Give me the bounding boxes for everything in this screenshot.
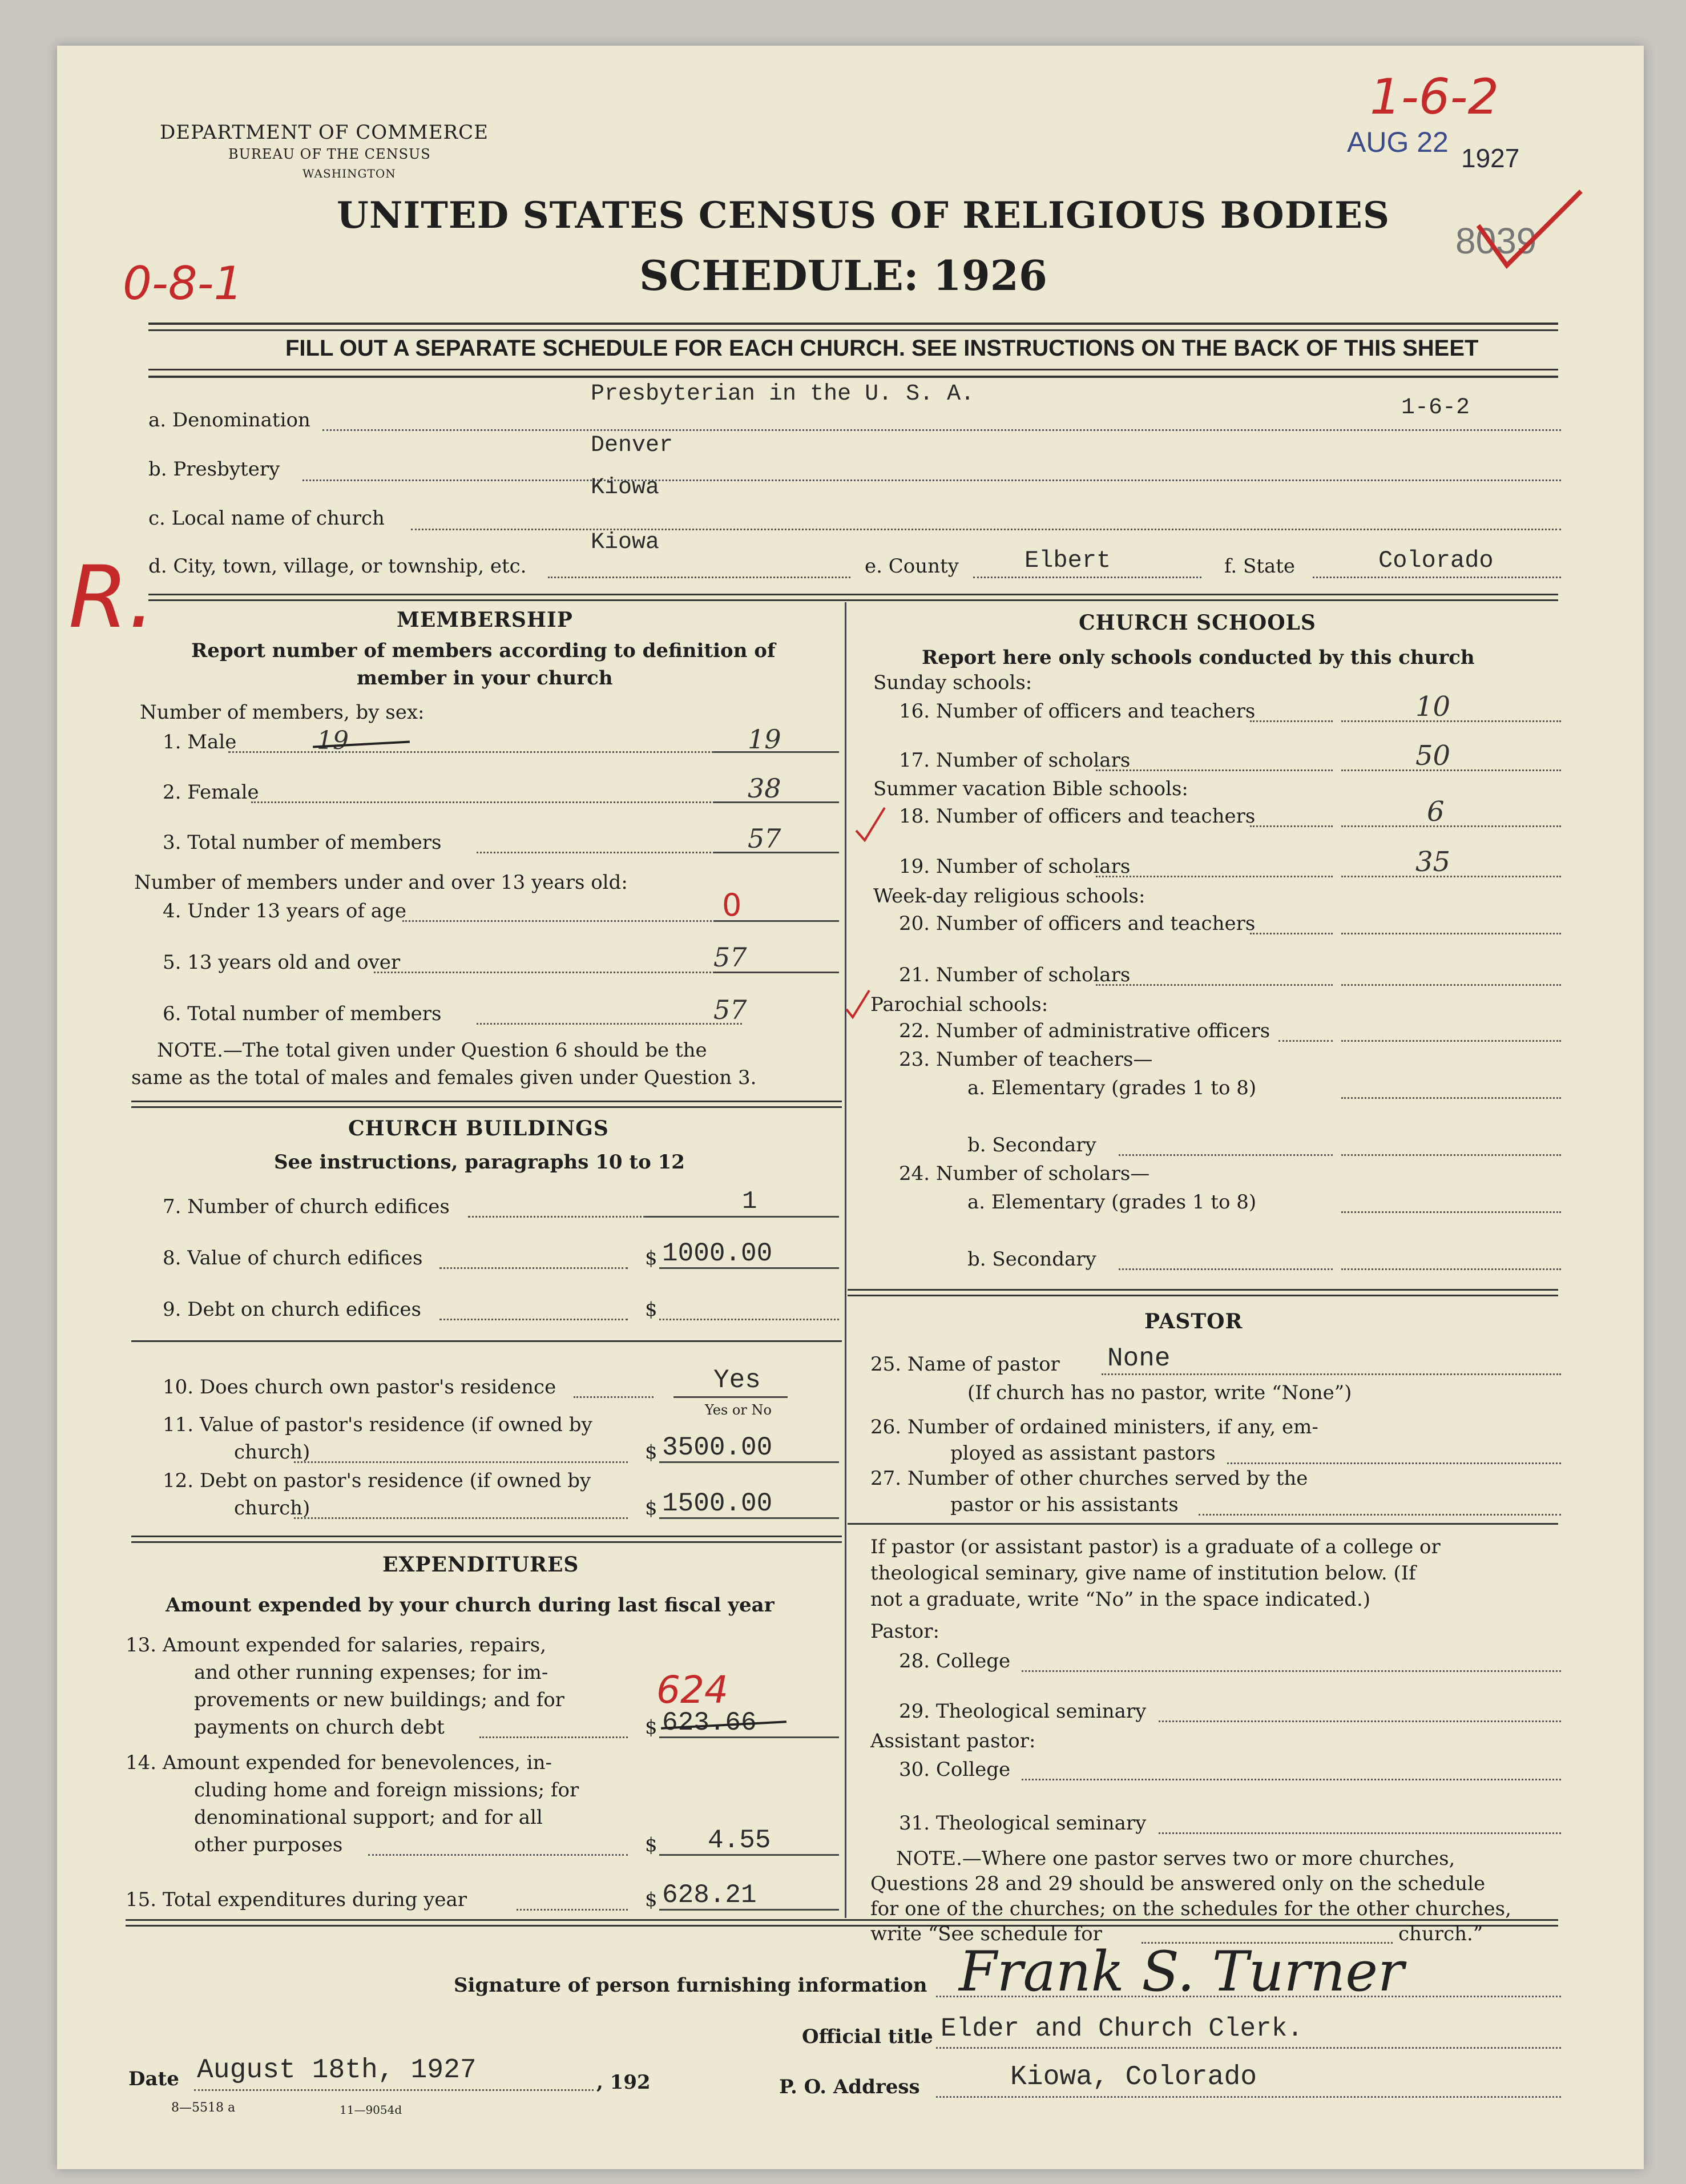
q15-line — [517, 1909, 628, 1911]
q11-label-b: church) — [234, 1441, 310, 1464]
header-rule-top — [148, 323, 1558, 325]
city-value: Kiowa — [591, 530, 660, 555]
q28-label: 28. College — [899, 1650, 1011, 1673]
q12-label-b: church) — [234, 1497, 310, 1520]
q25-answer[interactable] — [1102, 1373, 1561, 1375]
q31-label: 31. Theological seminary — [899, 1812, 1147, 1835]
residence-rule — [131, 1536, 842, 1537]
q3-value: 57 — [748, 823, 781, 854]
state-label: f. State — [1224, 555, 1295, 578]
q10-line — [574, 1396, 654, 1398]
pastor-note-2: Questions 28 and 29 should be answered only on the schedule — [870, 1872, 1486, 1895]
date-line[interactable] — [194, 2089, 594, 2091]
q16-label: 16. Number of officers and teachers — [899, 700, 1256, 723]
q11-line — [294, 1461, 628, 1463]
body-bottom-rule2 — [126, 1925, 1558, 1927]
stamp-date: AUG 22 — [1347, 126, 1449, 158]
local-name-label: c. Local name of church — [148, 507, 385, 530]
q1-answer[interactable] — [713, 751, 839, 753]
q18-answer[interactable] — [1341, 825, 1561, 827]
q28-answer[interactable] — [1022, 1670, 1561, 1672]
membership-note-2: same as the total of males and females given under Question 3. — [131, 1066, 757, 1089]
q13-label-b: and other running expenses; for im- — [194, 1661, 548, 1684]
pastor-note-5: church.” — [1398, 1923, 1483, 1945]
q9-currency: $ — [645, 1298, 658, 1321]
q11-answer[interactable] — [659, 1461, 839, 1463]
q23b-line — [1119, 1154, 1333, 1156]
q15-label: 15. Total expenditures during year — [126, 1888, 467, 1911]
q17-label: 17. Number of scholars — [899, 749, 1131, 772]
q12-value: 1500.00 — [662, 1489, 773, 1518]
q19-answer[interactable] — [1341, 876, 1561, 877]
q31-answer[interactable] — [1159, 1832, 1561, 1834]
q14-label-c: denominational support; and for all — [194, 1806, 543, 1829]
q24b-answer[interactable] — [1341, 1268, 1561, 1270]
schools-rule — [848, 1289, 1558, 1291]
q24b-label: b. Secondary — [967, 1248, 1096, 1271]
city-label: d. City, town, village, or township, etc. — [148, 555, 527, 578]
q11-value: 3500.00 — [662, 1433, 773, 1462]
q12-answer[interactable] — [659, 1517, 839, 1519]
weekday-schools: Week-day religious schools: — [873, 885, 1145, 908]
state-line[interactable] — [1313, 577, 1561, 578]
q14-currency: $ — [645, 1834, 658, 1856]
q14-label-a: 14. Amount expended for benevolences, in- — [126, 1751, 552, 1774]
q26-label-b: ployed as assistant pastors — [950, 1442, 1216, 1465]
q14-label-d: other purposes — [194, 1834, 343, 1856]
header-rule-bottom — [148, 369, 1558, 370]
q7-answer[interactable] — [645, 1216, 839, 1218]
red-check-mark — [1473, 186, 1587, 277]
q24a-answer[interactable] — [1341, 1211, 1561, 1213]
denomination-line[interactable] — [322, 429, 1561, 431]
summer-schools: Summer vacation Bible schools: — [873, 777, 1188, 800]
q23b-label: b. Secondary — [967, 1134, 1096, 1157]
q22-label: 22. Number of administrative officers — [899, 1020, 1270, 1042]
q1-label: 1. Male — [163, 731, 237, 753]
q1-line — [228, 751, 742, 753]
q16-value: 10 — [1415, 691, 1451, 723]
grad-text-1: If pastor (or assistant pastor) is a graduate of a college or — [870, 1536, 1441, 1558]
q19-line — [1096, 876, 1333, 877]
q8-currency: $ — [645, 1247, 658, 1270]
q22-answer[interactable] — [1341, 1040, 1561, 1042]
presbytery-value: Denver — [591, 433, 673, 458]
q14-label-b: cluding home and foreign missions; for — [194, 1779, 579, 1802]
county-line[interactable] — [973, 577, 1201, 578]
column-divider — [845, 602, 846, 1918]
form-schedule: SCHEDULE: 1926 — [639, 251, 1047, 300]
q1-struck-value: 19 — [317, 726, 349, 755]
q19-label: 19. Number of scholars — [899, 855, 1131, 878]
q8-label: 8. Value of church edifices — [163, 1247, 423, 1270]
q26-label-a: 26. Number of ordained ministers, if any, em- — [870, 1416, 1318, 1438]
q9-label: 9. Debt on church edifices — [163, 1298, 421, 1321]
q5-line — [374, 972, 742, 973]
membership-rule2 — [131, 1106, 842, 1108]
q4-value: 0 — [722, 887, 742, 923]
presbytery-label: b. Presbytery — [148, 458, 280, 481]
q5-value: 57 — [713, 942, 747, 973]
denomination-value: Presbyterian in the U. S. A. — [591, 381, 975, 407]
pastor-rule — [848, 1523, 1558, 1525]
pastor-sub-label: Pastor: — [870, 1620, 939, 1643]
q3-answer[interactable] — [713, 852, 839, 853]
signature-value: Frank S. Turner — [959, 1940, 1404, 2004]
q24b-line — [1119, 1268, 1333, 1270]
ident-rule — [148, 594, 1558, 595]
age-intro: Number of members under and over 13 years old: — [134, 871, 628, 894]
q10-value: Yes — [713, 1365, 761, 1395]
q24a-label: a. Elementary (grades 1 to 8) — [967, 1191, 1257, 1214]
signature-line[interactable] — [936, 1996, 1561, 1997]
local-name-value: Kiowa — [591, 475, 660, 501]
q5-answer[interactable] — [713, 972, 839, 973]
date-label: Date — [128, 2068, 179, 2090]
expenditures-sub: Amount expended by your church during last fiscal year — [166, 1594, 775, 1617]
grad-text-3: not a graduate, write “No” in the space indicated.) — [870, 1588, 1371, 1611]
q4-label: 4. Under 13 years of age — [163, 900, 406, 922]
title-value: Elder and Church Clerk. — [941, 2014, 1303, 2044]
q29-answer[interactable] — [1159, 1720, 1561, 1722]
buildings-heading: CHURCH BUILDINGS — [348, 1117, 609, 1141]
schools-rule2 — [848, 1295, 1558, 1296]
q25-label: 25. Name of pastor — [870, 1353, 1060, 1376]
q18-value: 6 — [1427, 796, 1445, 828]
q2-label: 2. Female — [163, 781, 259, 804]
presbytery-line[interactable] — [302, 479, 1561, 481]
q25-hint: (If church has no pastor, write “None”) — [967, 1381, 1352, 1404]
title-line[interactable] — [936, 2047, 1561, 2049]
q12-line — [294, 1517, 628, 1519]
q6-value: 57 — [713, 994, 747, 1025]
schools-heading: CHURCH SCHOOLS — [1079, 611, 1316, 635]
q16-line — [1250, 720, 1333, 722]
red-code-top: 1-6-2 — [1370, 68, 1499, 126]
city-line[interactable] — [548, 577, 850, 578]
q15-answer[interactable] — [659, 1909, 839, 1911]
q11-currency: $ — [645, 1441, 658, 1464]
q2-line — [251, 801, 742, 803]
assistant-sub-label: Assistant pastor: — [870, 1730, 1036, 1752]
q10-answer[interactable] — [673, 1396, 788, 1398]
q20-label: 20. Number of officers and teachers — [899, 912, 1256, 935]
local-name-line[interactable] — [411, 529, 1561, 530]
ident-rule2 — [148, 599, 1558, 601]
schedule-sheet — [57, 46, 1644, 2169]
membership-intro-2: member in your church — [357, 667, 613, 690]
city-text: WASHINGTON — [302, 167, 396, 180]
denomination-code: 1-6-2 — [1401, 395, 1470, 421]
q8-line — [439, 1267, 628, 1269]
q14-line — [368, 1854, 628, 1856]
q13-label-d: payments on church debt — [194, 1716, 445, 1739]
pastor-heading: PASTOR — [1144, 1309, 1243, 1333]
county-value: Elbert — [1024, 547, 1111, 574]
q9-line — [439, 1319, 628, 1320]
po-label: P. O. Address — [779, 2076, 920, 2098]
form-title: UNITED STATES CENSUS OF RELIGIOUS BODIES — [337, 194, 1390, 237]
membership-note-1: NOTE.—The total given under Question 6 should be the — [157, 1039, 707, 1062]
q21-line — [1096, 984, 1333, 986]
members-by-sex: Number of members, by sex: — [140, 701, 425, 724]
denomination-label: a. Denomination — [148, 409, 310, 432]
q23a-label: a. Elementary (grades 1 to 8) — [967, 1077, 1257, 1099]
q2-value: 38 — [748, 773, 781, 804]
parochial-schools: Parochial schools: — [870, 993, 1048, 1016]
q23a-answer[interactable] — [1341, 1097, 1561, 1099]
expenditures-heading: EXPENDITURES — [382, 1553, 579, 1577]
print-number: 11—9054d — [340, 2103, 402, 2117]
q11-label-a: 11. Value of pastor's residence (if owned by — [163, 1413, 592, 1436]
red-tick-parochial — [844, 988, 872, 1022]
q4-line — [402, 920, 742, 922]
q13-corrected: 624 — [656, 1668, 728, 1712]
q14-answer[interactable] — [659, 1854, 839, 1856]
q26-answer[interactable] — [1227, 1462, 1561, 1464]
q19-value: 35 — [1415, 846, 1451, 878]
q30-answer[interactable] — [1022, 1779, 1561, 1780]
q13-answer[interactable] — [659, 1736, 839, 1738]
pastor-note-3: for one of the churches; on the schedules for the other churches, — [870, 1897, 1511, 1920]
q23-label: 23. Number of teachers— — [899, 1048, 1153, 1071]
q22-line — [1278, 1040, 1333, 1042]
q25-value: None — [1107, 1344, 1171, 1373]
sunday-schools: Sunday schools: — [873, 671, 1032, 694]
po-line[interactable] — [936, 2096, 1561, 2098]
q23b-answer[interactable] — [1341, 1154, 1561, 1156]
pastor-note-1: NOTE.—Where one pastor serves two or more churches, — [896, 1847, 1455, 1870]
red-code-left: 0-8-1 — [123, 257, 243, 310]
membership-heading: MEMBERSHIP — [397, 608, 573, 632]
q13-currency: $ — [645, 1716, 658, 1739]
q1-value: 19 — [748, 724, 781, 755]
q21-label: 21. Number of scholars — [899, 964, 1131, 986]
county-label: e. County — [865, 555, 959, 578]
q30-label: 30. College — [899, 1758, 1011, 1781]
date-suffix: , 192 — [596, 2071, 651, 2094]
pastor-note-4: write “See schedule for — [870, 1923, 1102, 1945]
q14-value: 4.55 — [708, 1826, 771, 1855]
q8-answer[interactable] — [659, 1267, 839, 1269]
signature-label: Signature of person furnishing information — [454, 1974, 927, 1997]
q13-label-a: 13. Amount expended for salaries, repairs, — [126, 1634, 547, 1657]
form-number: 8—5518 a — [171, 2101, 236, 2115]
q24-label: 24. Number of scholars— — [899, 1162, 1150, 1185]
q20-line — [1250, 933, 1333, 934]
q21-answer[interactable] — [1341, 984, 1561, 986]
residence-rule2 — [131, 1541, 842, 1543]
q20-answer[interactable] — [1341, 933, 1561, 934]
q13-line — [479, 1736, 628, 1738]
q10-label: 10. Does church own pastor's residence — [163, 1376, 556, 1399]
q7-label: 7. Number of church edifices — [163, 1195, 450, 1218]
header-rule-top2 — [148, 329, 1558, 331]
q4-answer[interactable] — [713, 920, 839, 922]
q17-line — [1096, 769, 1333, 771]
q2-answer[interactable] — [713, 801, 839, 803]
q13-label-c: provements or new buildings; and for — [194, 1689, 564, 1711]
q15-currency: $ — [645, 1888, 658, 1911]
q9-answer[interactable] — [659, 1319, 839, 1320]
q27-label-a: 27. Number of other churches served by the — [870, 1467, 1308, 1490]
date-value: August 18th, 1927 — [197, 2055, 477, 2086]
q18-label: 18. Number of officers and teachers — [899, 805, 1256, 828]
q16-answer[interactable] — [1341, 720, 1561, 722]
q3-line — [477, 852, 742, 853]
red-letter-r: R. — [68, 548, 155, 647]
q15-value: 628.21 — [662, 1880, 757, 1910]
bureau-text: BUREAU OF THE CENSUS — [228, 146, 431, 162]
q17-value: 50 — [1415, 740, 1451, 772]
q6-line — [477, 1023, 742, 1025]
department-text: DEPARTMENT OF COMMERCE — [160, 121, 489, 144]
form-instruction: FILL OUT A SEPARATE SCHEDULE FOR EACH CHURCH. SEE INSTRUCTIONS ON THE BACK OF THIS SHEET — [285, 336, 1479, 361]
q12-currency: $ — [645, 1497, 658, 1520]
q3-label: 3. Total number of members — [163, 831, 442, 854]
stamp-number: 8039 — [1455, 220, 1537, 261]
q5-label: 5. 13 years old and over — [163, 951, 401, 974]
state-value: Colorado — [1378, 547, 1494, 574]
po-value: Kiowa, Colorado — [1010, 2062, 1257, 2093]
q18-line — [1250, 825, 1333, 827]
header-rule-bottom2 — [148, 376, 1558, 378]
stamp-year: 1927 — [1461, 143, 1520, 173]
red-tick-18 — [853, 805, 888, 845]
q29-label: 29. Theological seminary — [899, 1700, 1147, 1723]
q6-label: 6. Total number of members — [163, 1002, 442, 1025]
membership-intro-1: Report number of members according to definition of — [191, 639, 776, 662]
q17-answer[interactable] — [1341, 769, 1561, 771]
q7-value: 1 — [742, 1187, 757, 1216]
title-label: Official title — [802, 2025, 933, 2048]
schools-sub: Report here only schools conducted by this church — [922, 646, 1475, 669]
q27-answer[interactable] — [1199, 1514, 1561, 1516]
q27-label-b: pastor or his assistants — [950, 1493, 1179, 1516]
q12-label-a: 12. Debt on pastor's residence (if owned by — [163, 1469, 591, 1492]
q13-value: 623.66 — [662, 1708, 757, 1738]
membership-rule — [131, 1101, 842, 1102]
q10-hint: Yes or No — [705, 1402, 772, 1418]
grad-text-2: theological seminary, give name of institution below. (If — [870, 1562, 1416, 1585]
buildings-rule — [131, 1340, 842, 1342]
buildings-sub: See instructions, paragraphs 10 to 12 — [274, 1151, 685, 1174]
q8-value: 1000.00 — [662, 1239, 773, 1268]
